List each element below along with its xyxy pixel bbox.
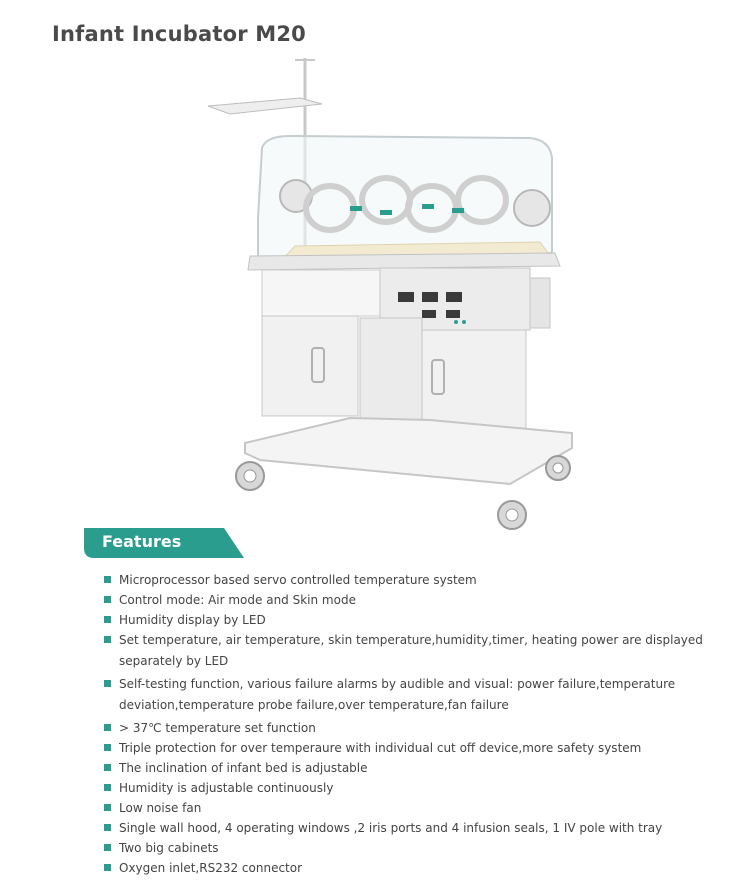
square-bullet-icon	[104, 616, 111, 623]
feature-item: Humidity is adjustable continuously	[104, 778, 704, 798]
feature-item: Control mode: Air mode and Skin mode	[104, 590, 704, 610]
square-bullet-icon	[104, 784, 111, 791]
square-bullet-icon	[104, 596, 111, 603]
square-bullet-icon	[104, 864, 111, 871]
square-bullet-icon	[104, 680, 111, 687]
square-bullet-icon	[104, 824, 111, 831]
feature-item: Self-testing function, various failure alarms by audible and visual: power failure,temperature deviation,temperature probe failure,over temperature,fan failure	[104, 674, 704, 716]
feature-item: Humidity display by LED	[104, 610, 704, 630]
incubator-product-image	[200, 48, 590, 538]
feature-item: Set temperature, air temperature, skin temperature,humidity,timer, heating power are displayed separately by LED	[104, 630, 704, 672]
feature-item: Microprocessor based servo controlled temperature system	[104, 570, 704, 590]
square-bullet-icon	[104, 724, 111, 731]
square-bullet-icon	[104, 804, 111, 811]
feature-item: Two big cabinets	[104, 838, 704, 858]
feature-item: Low noise fan	[104, 798, 704, 818]
feature-item: Oxygen inlet,RS232 connector	[104, 858, 704, 878]
feature-list	[104, 570, 704, 878]
square-bullet-icon	[104, 744, 111, 751]
features-heading: Features	[102, 532, 182, 551]
square-bullet-icon	[104, 764, 111, 771]
feature-item: > 37℃ temperature set function	[104, 718, 704, 738]
feature-item: Single wall hood, 4 operating windows ,2 iris ports and 4 infusion seals, 1 IV pole with tray	[104, 818, 704, 838]
feature-item: Triple protection for over temperaure with individual cut off device,more safety system	[104, 738, 704, 758]
page-title: Infant Incubator M20	[52, 22, 306, 46]
square-bullet-icon	[104, 844, 111, 851]
features-heading-tab	[84, 528, 244, 558]
square-bullet-icon	[104, 636, 111, 643]
square-bullet-icon	[104, 576, 111, 583]
feature-item: The inclination of infant bed is adjustable	[104, 758, 704, 778]
